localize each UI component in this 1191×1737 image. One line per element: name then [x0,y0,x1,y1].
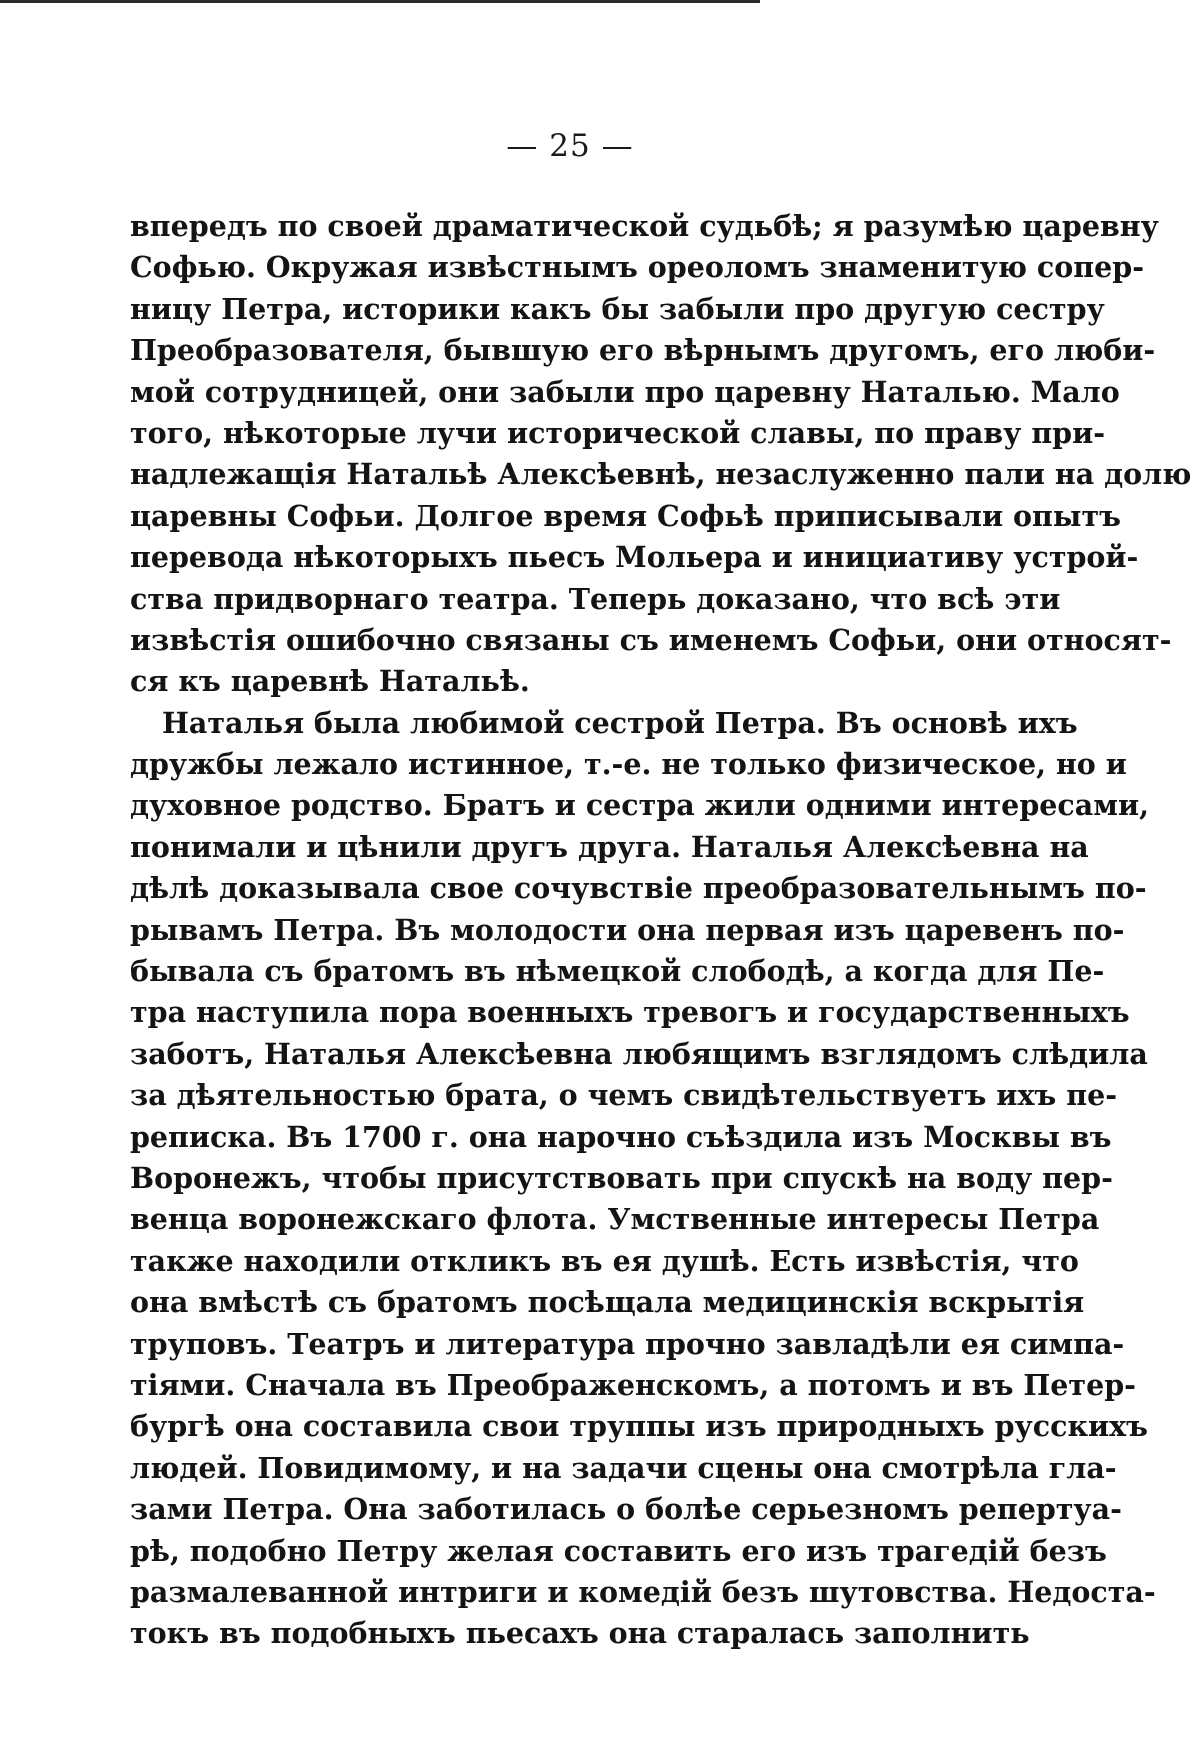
text-line: за дѣятельностью брата, о чемъ свидѣтельствуетъ ихъ пе- [130,1078,1118,1113]
text-line: бывала съ братомъ въ нѣмецкой слободѣ, а когда для Пе- [130,954,1105,989]
text-line: реписка. Въ 1700 г. она нарочно съѣздила изъ Москвы въ [130,1119,1112,1154]
text-line: Наталья была любимой сестрой Петра. Въ основѣ ихъ [162,705,1078,740]
text-line: людей. Повидимому, и на задачи сцены она смотрѣла гла- [130,1450,1117,1485]
text-line: тра наступила пора военныхъ тревогъ и государственныхъ [130,995,1130,1030]
text-line: рѣ, подобно Петру желая составить его изъ трагедій безъ [130,1533,1107,1568]
text-line: бургѣ она составила свои труппы изъ природныхъ русскихъ [130,1409,1149,1444]
text-line: впередъ по своей драматической судьбѣ; я разумѣю царевну [130,209,1159,243]
text-line: Воронежъ, чтобы присутствовать при спускѣ на воду пер- [130,1160,1113,1195]
text-line: ства придворнаго театра. Теперь доказано, что всѣ эти [130,581,1061,616]
text-line: надлежащія Натальѣ Алексѣевнѣ, незаслуженно пали на долю [130,457,1191,492]
text-line: труповъ. Театръ и литература прочно завладѣли ея симпа- [130,1326,1125,1361]
text-line: Преобразователя, бывшую его вѣрнымъ другомъ, его люби- [130,333,1156,368]
top-edge-rule [0,0,760,3]
text-line: понимали и цѣнили другъ друга. Наталья Алексѣевна на [130,829,1089,864]
text-line: токъ въ подобныхъ пьесахъ она старалась заполнить [130,1616,1030,1651]
text-line: извѣстія ошибочно связаны съ именемъ Софьи, они относят- [130,622,1172,657]
text-line: дружбы лежало истинное, т.-е. не только физическое, но и [130,747,1127,782]
text-line: того, нѣкоторые лучи исторической славы, по праву при- [130,415,1106,450]
text-line: ницу Петра, историки какъ бы забыли про другую сестру [130,291,1105,326]
text-line: зами Петра. Она заботилась о болѣе серьезномъ репертуа- [130,1492,1122,1527]
text-line: заботъ, Наталья Алексѣевна любящимъ взглядомъ слѣдила [130,1036,1148,1071]
text-line: мой сотрудницей, они забыли про царевну Наталью. Мало [130,374,1120,409]
text-line: духовное родство. Братъ и сестра жили одними интересами, [130,788,1150,823]
text-line: рывамъ Петра. Въ молодости она первая изъ царевенъ по- [130,912,1125,947]
text-line: ся къ царевнѣ Натальѣ. [130,664,530,699]
text-line: также находили откликъ въ ея душѣ. Есть извѣстія, что [130,1243,1079,1278]
paragraph [130,206,1191,703]
text-line: тіями. Сначала въ Преображенскомъ, а потомъ и въ Петер- [130,1367,1136,1402]
text-line: Софью. Окружая извѣстнымъ ореоломъ знаменитую сопер- [130,250,1145,285]
page-number: — 25 — [506,128,634,164]
text-line: венца воронежскаго флота. Умственные интересы Петра [130,1202,1100,1237]
body-text [130,206,1191,1655]
text-line: дѣлѣ доказывала свое сочувствіе преобразовательнымъ по- [130,871,1147,906]
text-line: она вмѣстѣ съ братомъ посѣщала медицинскія вскрытія [130,1285,1085,1320]
text-line: царевны Софьи. Долгое время Софьѣ приписывали опытъ [130,498,1121,533]
paragraph [130,703,1156,1655]
text-line: перевода нѣкоторыхъ пьесъ Мольера и инициативу устрой- [130,540,1139,575]
text-line: размалеванной интриги и комедій безъ шутовства. Недоста- [130,1574,1156,1609]
